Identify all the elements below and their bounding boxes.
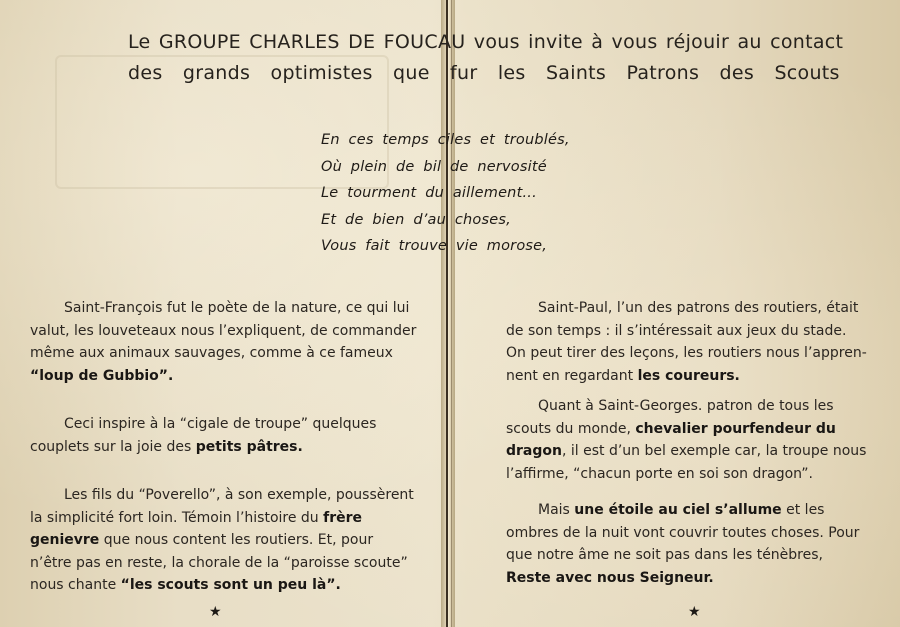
text-fragment: scouts du monde, (506, 420, 636, 437)
text-line: Quant à Saint-Georges. patron de tous les (538, 398, 834, 414)
text-line: Les fils du “Poverello”, à son exemple, poussèrent (64, 487, 414, 503)
text-line: valut, les louveteaux nous l’expliquent, de commander (30, 322, 417, 339)
bold-phrase: petits pâtres. (195, 438, 303, 455)
header-line-2: des grands optimistes que fur les Saints Patrons des Scouts (128, 62, 840, 84)
bold-phrase: frère (323, 509, 363, 526)
poem-line: Et de bien d’au choses, (321, 211, 511, 228)
poem-line: Le tourment du aillement... (321, 185, 537, 201)
text-line: Ceci inspire à la “cigale de troupe” quelques (64, 416, 377, 432)
text-fragment: la simplicité fort loin. Témoin l’histoire du (30, 509, 324, 526)
paragraph-poverello (30, 484, 414, 597)
paragraph-etoile (506, 499, 886, 589)
bold-phrase: Reste avec nous Seigneur. (506, 569, 714, 586)
text-line (506, 499, 886, 522)
text-line (30, 574, 410, 597)
text-fragment: nent en regardant (506, 367, 638, 384)
text-line (506, 567, 886, 590)
text-fragment: et les (781, 502, 825, 518)
poem-line: Où plein de bil de nervosité (321, 158, 547, 175)
header-line-1: Le GROUPE CHARLES DE FOUCAU vous invite à vous réjouir au contact (128, 31, 844, 53)
text-line: n’être pas en reste, la chorale de la “paroisse scoute” (30, 554, 408, 571)
poem-line: Vous fait trouve vie morose, (321, 238, 548, 254)
page-fold-edge (451, 0, 452, 627)
text-fragment: que nous content les routiers. Et, pour (99, 532, 374, 548)
paragraph-cigale (30, 413, 410, 458)
text-line: Saint-François fut le poète de la nature, ce qui lui (64, 300, 410, 316)
star-ornament-icon: ★ (688, 604, 701, 620)
text-fragment: couplets sur la joie des (30, 438, 196, 455)
text-line: de son temps : il s’intéressait aux jeux du stade. (506, 322, 847, 339)
text-line (30, 507, 410, 530)
text-fragment: Mais (538, 502, 575, 518)
star-ornament-icon: ★ (209, 604, 222, 620)
bold-phrase: une étoile au ciel s’allume (574, 502, 782, 518)
text-line (30, 529, 410, 552)
text-line: ombres de la nuit vont couvrir toutes choses. Pour (506, 524, 860, 541)
text-line (30, 365, 410, 388)
bold-phrase: genievre (30, 532, 100, 548)
poem-line: En ces temps ciles et troublés, (321, 132, 570, 148)
paragraph-saint-georges (506, 395, 886, 485)
book-gutter (441, 0, 455, 627)
spine-line (446, 0, 448, 627)
text-line (506, 440, 886, 463)
text-line (506, 418, 886, 441)
text-fragment: nous chante (30, 577, 121, 593)
bold-phrase: dragon (506, 443, 562, 459)
text-line: que notre âme ne soit pas dans les ténèbres, (506, 547, 823, 563)
text-line (506, 365, 886, 388)
bold-phrase: “les scouts sont un peu là”. (120, 577, 341, 593)
text-line: Saint-Paul, l’un des patrons des routiers, était (538, 300, 859, 316)
paragraph-saint-francois (30, 297, 417, 387)
text-line (30, 436, 410, 459)
bold-phrase: les coureurs. (637, 367, 740, 384)
text-line: même aux animaux sauvages, comme à ce fameux (30, 345, 393, 361)
text-line: l’affirme, “chacun porte en soi son dragon”. (506, 465, 813, 482)
text-line: On peut tirer des leçons, les routiers nous l’appren- (506, 345, 867, 361)
paragraph-saint-paul (506, 297, 886, 387)
poem (321, 127, 570, 260)
bold-phrase: chevalier pourfendeur du (635, 420, 836, 437)
text-fragment: , il est d’un bel exemple car, la troupe nous (561, 443, 867, 459)
bold-phrase: “loup de Gubbio”. (30, 367, 174, 384)
